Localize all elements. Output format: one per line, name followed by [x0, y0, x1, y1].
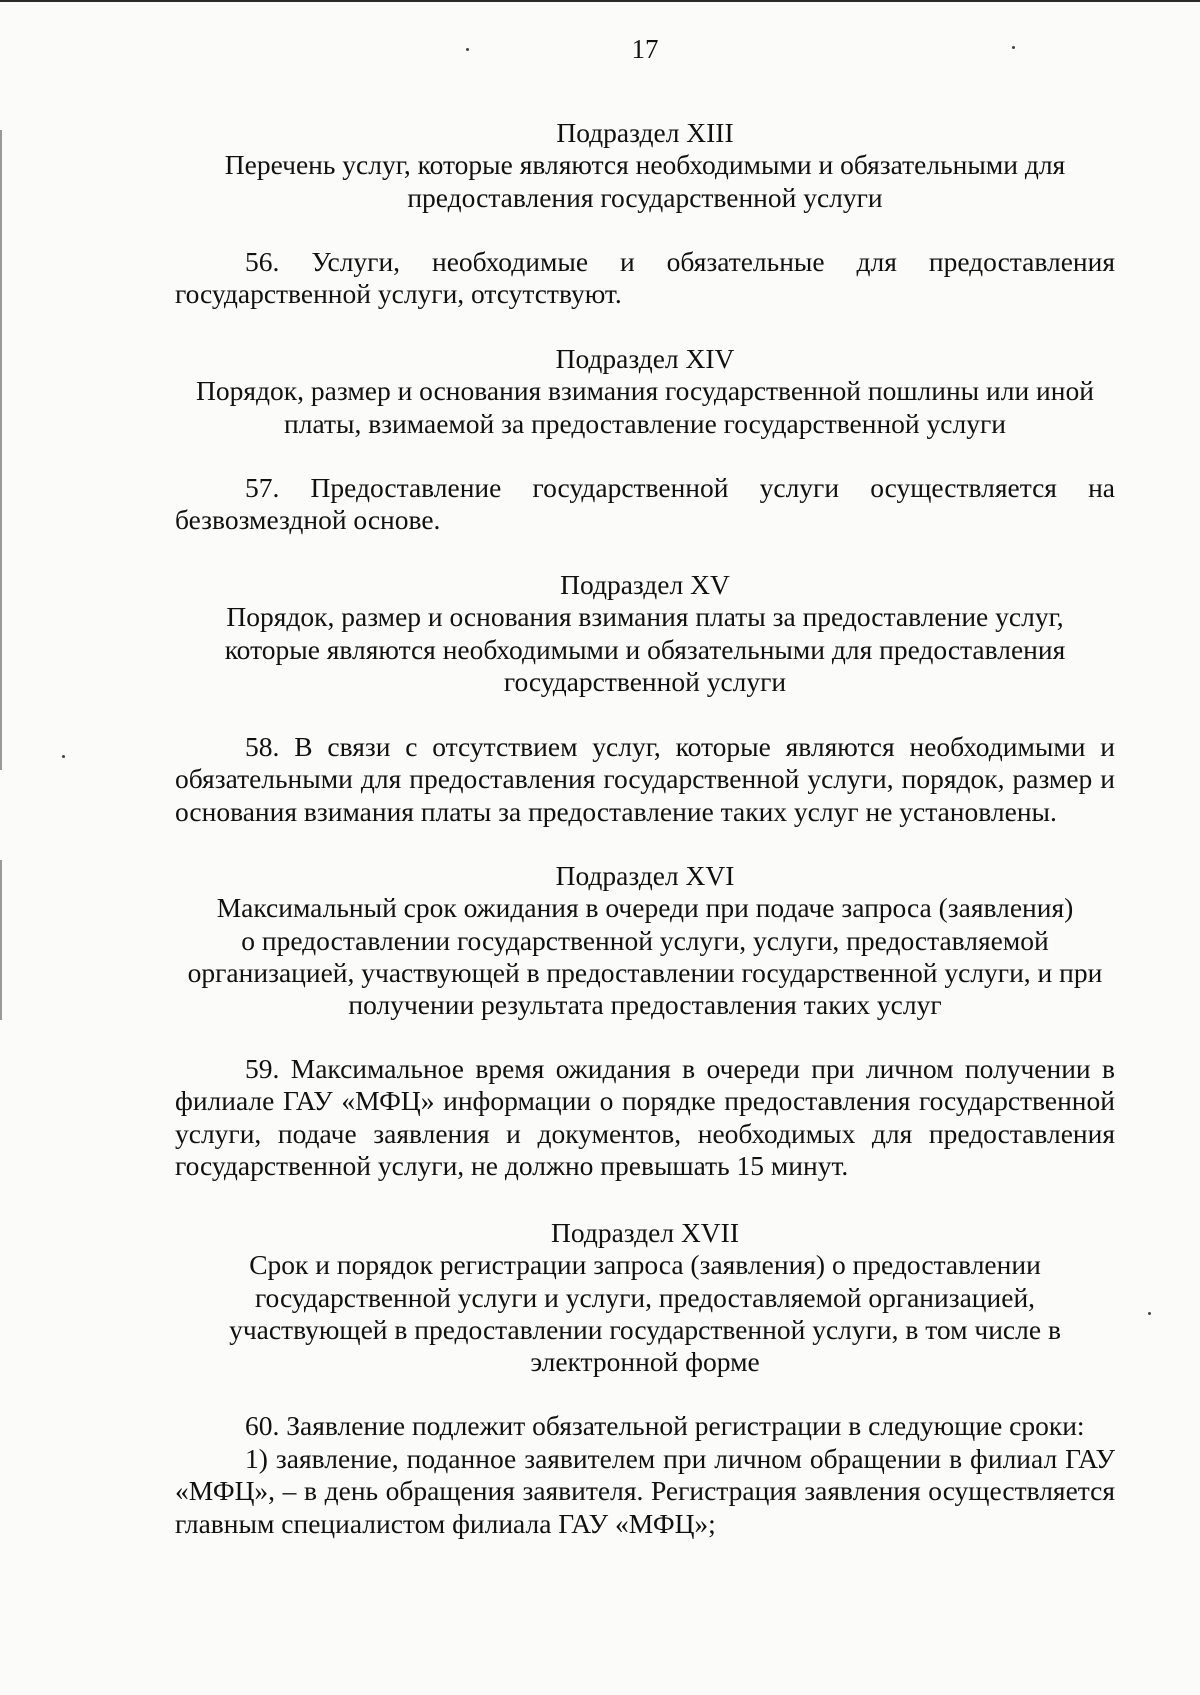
paragraph-57: 57. Предоставление государственной услуги осуществляется на безвозмездной основе. — [175, 472, 1115, 536]
section-caption-line: предоставления государственной услуги — [407, 181, 883, 213]
section-caption-line: электронной форме — [530, 1346, 760, 1378]
section-caption-line: Срок и порядок регистрации запроса (заявления) о предоставлении — [249, 1249, 1041, 1281]
section-caption-line: получении результата предоставления таких услуг — [348, 989, 942, 1021]
section-caption-line: организацией, участвующей в предоставлении государственной услуги, и при — [187, 956, 1103, 988]
section-title: Подраздел XVII — [551, 1217, 739, 1248]
section-caption-line: которые являются необходимыми и обязательными для предоставления — [224, 633, 1066, 665]
section-caption-line: участвующей в предоставлении государственной услуги, в том числе в — [229, 1313, 1061, 1345]
scan-left-edge — [0, 130, 2, 770]
scan-speck — [466, 48, 469, 51]
section-title: Подраздел XV — [560, 569, 730, 600]
section-caption-line: государственной услуги — [503, 665, 787, 697]
section-caption-line: Перечень услуг, которые являются необходимыми и обязательными для — [224, 149, 1066, 181]
section-caption-line: платы, взимаемой за предоставление государственной услуги — [284, 407, 1006, 439]
paragraph-60: 60. Заявление подлежит обязательной регистрации в следующие сроки: — [245, 1410, 1085, 1441]
scan-left-edge-lower — [0, 860, 2, 1020]
section-caption-line: государственной услуги и услуги, предоставляемой организацией, — [254, 1281, 1036, 1313]
section-title: Подраздел XVI — [555, 860, 735, 891]
paragraph-59: 59. Максимальное время ожидания в очереди при личном получении в филиале ГАУ «МФЦ» информации о порядке предоставления государственной услуги, подаче заявления и документов, необходимых для предоставления государственной услуги, не должно превышать 15 минут. — [175, 1053, 1115, 1181]
scan-speck — [1012, 46, 1015, 49]
section-heading-xiv — [175, 343, 1115, 440]
paragraph-58: 58. В связи с отсутствием услуг, которые являются необходимыми и обязательными для предоставления государственной услуги, порядок, размер и основания взимания платы за предоставление таких услуг не установлены. — [175, 731, 1115, 827]
section-heading-xvii — [175, 1217, 1115, 1378]
section-title: Подраздел XIV — [555, 343, 735, 374]
section-heading-xiii — [175, 117, 1115, 214]
scan-speck — [1148, 1312, 1151, 1315]
section-title: Подраздел XIII — [556, 117, 734, 148]
paragraph-60-item-1: 1) заявление, поданное заявителем при личном обращении в филиал ГАУ «МФЦ», – в день обращения заявителя. Регистрация заявления осуществляется главным специалистом филиала ГАУ «МФЦ»; — [175, 1443, 1115, 1539]
paragraph-56: 56. Услуги, необходимые и обязательные для предоставления государственной услуги, отсутствуют. — [175, 246, 1115, 310]
section-caption-line: Порядок, размер и основания взимания государственной пошлины или иной — [196, 375, 1094, 407]
section-heading-xv — [175, 569, 1115, 698]
scan-top-edge — [0, 0, 1200, 2]
section-caption-line: Порядок, размер и основания взимания платы за предоставление услуг, — [226, 601, 1064, 633]
scan-speck — [62, 755, 65, 758]
section-caption-line: Максимальный срок ожидания в очереди при подаче запроса (заявления) — [216, 892, 1074, 924]
section-heading-xvi — [175, 860, 1115, 1021]
page-number: 17 — [631, 34, 659, 64]
section-caption-line: о предоставлении государственной услуги, услуги, предоставляемой — [241, 924, 1049, 956]
